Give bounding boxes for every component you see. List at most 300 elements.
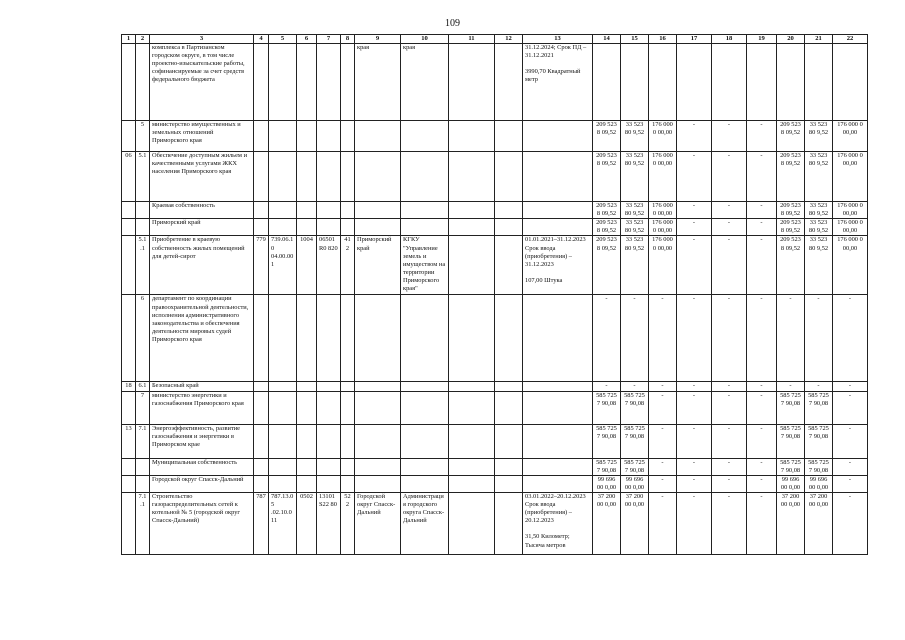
- table-cell: -: [747, 121, 777, 152]
- table-cell: [254, 295, 269, 382]
- column-header: 16: [649, 35, 677, 44]
- table-cell: [401, 382, 449, 391]
- table-cell: [136, 475, 150, 492]
- table-cell: -: [649, 295, 677, 382]
- table-cell: [495, 219, 523, 236]
- table-cell: КГКУ "Управление земель и имуществом на территории Приморского края": [401, 236, 449, 295]
- table-cell: [341, 121, 355, 152]
- table-cell: [833, 44, 868, 121]
- column-header: 12: [495, 35, 523, 44]
- table-cell: -: [712, 121, 747, 152]
- table-cell: -: [747, 458, 777, 475]
- table-cell: 7: [136, 391, 150, 424]
- table-cell: 585 725 7 90,08: [805, 458, 833, 475]
- table-cell: [401, 458, 449, 475]
- table-cell: 209 523 8 09,52: [777, 202, 805, 219]
- table-cell: [523, 382, 593, 391]
- table-cell: 5: [136, 121, 150, 152]
- table-cell: [449, 202, 495, 219]
- table-cell: -: [833, 391, 868, 424]
- table-cell: -: [833, 475, 868, 492]
- table-cell: [401, 391, 449, 424]
- table-cell: [317, 219, 341, 236]
- table-cell: [269, 152, 297, 202]
- table-cell: 787: [254, 492, 269, 554]
- column-header: 10: [401, 35, 449, 44]
- table-cell: -: [677, 391, 712, 424]
- table-cell: 585 725 7 90,08: [621, 391, 649, 424]
- table-cell: -: [747, 475, 777, 492]
- table-cell: [341, 295, 355, 382]
- table-cell: [523, 458, 593, 475]
- table-cell: 176 000 0 00,00: [833, 152, 868, 202]
- table-cell: -: [777, 382, 805, 391]
- table-cell: [355, 424, 401, 458]
- table-cell: -: [747, 236, 777, 295]
- table-cell: 6.1: [136, 382, 150, 391]
- table-cell: -: [593, 295, 621, 382]
- table-cell: -: [677, 152, 712, 202]
- table-cell: [297, 295, 317, 382]
- table-cell: Городской округ Спасск-Дальний: [150, 475, 254, 492]
- table-cell: 585 725 7 90,08: [777, 458, 805, 475]
- table-cell: [621, 44, 649, 121]
- table-cell: [355, 475, 401, 492]
- table-cell: -: [833, 424, 868, 458]
- table-row: [122, 492, 868, 554]
- table-cell: -: [777, 295, 805, 382]
- table-row: [122, 475, 868, 492]
- table-cell: [122, 219, 136, 236]
- table-cell: [341, 458, 355, 475]
- table-cell: [341, 219, 355, 236]
- table-cell: 209 523 8 09,52: [593, 121, 621, 152]
- table-cell: [297, 424, 317, 458]
- table-cell: [449, 295, 495, 382]
- table-cell: -: [833, 295, 868, 382]
- table-cell: [355, 152, 401, 202]
- table-cell: -: [677, 458, 712, 475]
- table-cell: [495, 152, 523, 202]
- table-cell: -: [712, 152, 747, 202]
- table-cell: [495, 202, 523, 219]
- table-cell: [495, 458, 523, 475]
- table-cell: 412: [341, 236, 355, 295]
- table-cell: министерство имущественных и земельных отношений Приморского края: [150, 121, 254, 152]
- table-cell: [355, 219, 401, 236]
- table-cell: [341, 475, 355, 492]
- table-cell: [593, 44, 621, 121]
- table-cell: -: [677, 219, 712, 236]
- table-cell: 37 200 00 0,00: [593, 492, 621, 554]
- table-cell: 33 523 80 9,52: [621, 202, 649, 219]
- table-cell: [297, 152, 317, 202]
- table-cell: [355, 391, 401, 424]
- table-cell: [341, 424, 355, 458]
- table-cell: 33 523 80 9,52: [621, 219, 649, 236]
- table-row: [122, 236, 868, 295]
- table-cell: [297, 391, 317, 424]
- table-cell: [341, 152, 355, 202]
- table-cell: 7.1: [136, 424, 150, 458]
- table-cell: 176 000 0 00,00: [649, 121, 677, 152]
- table-body: [122, 44, 868, 555]
- table-cell: 18: [122, 382, 136, 391]
- table-cell: [401, 219, 449, 236]
- table-cell: 13101S22 80: [317, 492, 341, 554]
- table-cell: комплекса в Партизанском городском округе, в том числе проектно-изыскательские работы, софинансируемые за счет средств федерального бюджета: [150, 44, 254, 121]
- table-cell: [269, 202, 297, 219]
- table-row: [122, 121, 868, 152]
- table-cell: [495, 121, 523, 152]
- table-cell: -: [747, 424, 777, 458]
- table-cell: [297, 458, 317, 475]
- table-cell: [254, 382, 269, 391]
- table-cell: 779: [254, 236, 269, 295]
- table-cell: 5.1: [136, 152, 150, 202]
- table-cell: -: [747, 492, 777, 554]
- table-cell: [254, 202, 269, 219]
- table-row: [122, 152, 868, 202]
- table-cell: -: [649, 391, 677, 424]
- table-cell: Краевая собственность: [150, 202, 254, 219]
- table-cell: -: [712, 382, 747, 391]
- table-cell: Строительство газораспределительных сетей к котельной № 5 (городской округ Спасск-Дальний): [150, 492, 254, 554]
- table-cell: [523, 295, 593, 382]
- table-cell: [355, 202, 401, 219]
- table-cell: 99 696 00 0,00: [593, 475, 621, 492]
- table-cell: департамент по координации правоохранительной деятельности, исполнения административного законодательства и обеспечения деятельности мировых судей Приморского края: [150, 295, 254, 382]
- table-cell: 585 725 7 90,08: [593, 391, 621, 424]
- table-cell: -: [747, 152, 777, 202]
- table-cell: 06501R0 820: [317, 236, 341, 295]
- column-header: 9: [355, 35, 401, 44]
- data-table: [121, 34, 868, 555]
- table-cell: 1004: [297, 236, 317, 295]
- table-cell: [297, 202, 317, 219]
- table-cell: [269, 44, 297, 121]
- table-cell: 13: [122, 424, 136, 458]
- table-cell: [401, 475, 449, 492]
- column-header: 15: [621, 35, 649, 44]
- table-cell: -: [805, 295, 833, 382]
- table-cell: [355, 382, 401, 391]
- table-cell: 209 523 8 09,52: [593, 152, 621, 202]
- table-cell: [254, 424, 269, 458]
- table-cell: [449, 236, 495, 295]
- table-cell: -: [649, 382, 677, 391]
- table-cell: -: [677, 236, 712, 295]
- table-row: [122, 44, 868, 121]
- table-cell: [777, 44, 805, 121]
- table-cell: 31.12.2024; Срок ПД – 31.12.2021 3990,70 Квадратный метр: [523, 44, 593, 121]
- table-cell: [495, 424, 523, 458]
- table-cell: [677, 44, 712, 121]
- column-header: 3: [150, 35, 254, 44]
- table-cell: -: [712, 219, 747, 236]
- table-cell: -: [747, 382, 777, 391]
- column-header: 17: [677, 35, 712, 44]
- table-row: [122, 202, 868, 219]
- table-cell: [269, 475, 297, 492]
- table-cell: [136, 202, 150, 219]
- page-number: 109: [445, 18, 460, 29]
- table-row: [122, 295, 868, 382]
- table-cell: [269, 295, 297, 382]
- table-cell: [523, 152, 593, 202]
- table-cell: -: [677, 382, 712, 391]
- table-cell: Администрация городского округа Спасск-Дальний: [401, 492, 449, 554]
- table-cell: 0502: [297, 492, 317, 554]
- table-cell: [449, 492, 495, 554]
- table-cell: -: [712, 424, 747, 458]
- column-header: 22: [833, 35, 868, 44]
- table-cell: Муниципальная собственность: [150, 458, 254, 475]
- table-cell: [122, 295, 136, 382]
- table-cell: [297, 219, 317, 236]
- table-cell: [341, 202, 355, 219]
- table-cell: [649, 44, 677, 121]
- column-header: 20: [777, 35, 805, 44]
- table-cell: [523, 424, 593, 458]
- table-cell: [523, 121, 593, 152]
- table-cell: [269, 458, 297, 475]
- table-cell: [297, 44, 317, 121]
- table-cell: -: [712, 295, 747, 382]
- table-cell: [317, 295, 341, 382]
- table-cell: [317, 121, 341, 152]
- column-header: 19: [747, 35, 777, 44]
- header-row: [122, 35, 868, 44]
- table-cell: [495, 236, 523, 295]
- table-cell: министерство энергетики и газоснабжения Приморского края: [150, 391, 254, 424]
- table-cell: 03.01.2022–20.12.2023 Срок ввода (приобретения) – 20.12.2023 31,50 Километр; Тысяча метров: [523, 492, 593, 554]
- column-header: 7: [317, 35, 341, 44]
- table-cell: [341, 391, 355, 424]
- column-header: 18: [712, 35, 747, 44]
- table-cell: 585 725 7 90,08: [805, 424, 833, 458]
- table-cell: 99 696 00 0,00: [777, 475, 805, 492]
- column-header: 14: [593, 35, 621, 44]
- table-cell: -: [747, 202, 777, 219]
- table-cell: [317, 382, 341, 391]
- table-cell: -: [747, 219, 777, 236]
- table-cell: [355, 458, 401, 475]
- table-cell: 176 000 0 00,00: [649, 236, 677, 295]
- table-cell: [122, 391, 136, 424]
- table-cell: 787.13.05 .02.10.011: [269, 492, 297, 554]
- table-cell: 33 523 80 9,52: [621, 121, 649, 152]
- table-cell: 99 696 00 0,00: [805, 475, 833, 492]
- table-cell: Безопасный край: [150, 382, 254, 391]
- table-cell: [136, 219, 150, 236]
- table-cell: [269, 424, 297, 458]
- table-cell: [254, 121, 269, 152]
- table-cell: Приморский край: [150, 219, 254, 236]
- table-cell: -: [833, 382, 868, 391]
- table-cell: [122, 236, 136, 295]
- table-cell: Обеспечение доступным жильем и качественными услугами ЖКХ населения Приморского края: [150, 152, 254, 202]
- table-cell: -: [649, 492, 677, 554]
- table-cell: 209 523 8 09,52: [777, 219, 805, 236]
- table-cell: -: [621, 295, 649, 382]
- table-cell: 209 523 8 09,52: [777, 121, 805, 152]
- table-cell: -: [677, 202, 712, 219]
- table-cell: 585 725 7 90,08: [593, 458, 621, 475]
- table-cell: [449, 458, 495, 475]
- column-header: 11: [449, 35, 495, 44]
- column-header: 13: [523, 35, 593, 44]
- table-cell: [523, 391, 593, 424]
- column-header: 8: [341, 35, 355, 44]
- table-cell: [355, 121, 401, 152]
- table-cell: [355, 295, 401, 382]
- table-cell: -: [833, 458, 868, 475]
- table-cell: [254, 391, 269, 424]
- table-cell: [401, 202, 449, 219]
- table-cell: [495, 44, 523, 121]
- table-cell: [449, 44, 495, 121]
- table-cell: 209 523 8 09,52: [593, 202, 621, 219]
- table-cell: Городской округ Спасск-Дальний: [355, 492, 401, 554]
- table-cell: [254, 475, 269, 492]
- table-cell: [449, 152, 495, 202]
- table-cell: 176 000 0 00,00: [649, 219, 677, 236]
- table-cell: [401, 424, 449, 458]
- table-cell: [805, 44, 833, 121]
- table-cell: [317, 44, 341, 121]
- table-cell: 33 523 80 9,52: [805, 202, 833, 219]
- table-cell: [401, 121, 449, 152]
- table-cell: [122, 44, 136, 121]
- table-cell: -: [677, 295, 712, 382]
- table-cell: 33 523 80 9,52: [805, 219, 833, 236]
- table-cell: [449, 391, 495, 424]
- table-cell: 209 523 8 09,52: [593, 236, 621, 295]
- table-cell: [341, 44, 355, 121]
- table-cell: 33 523 80 9,52: [621, 152, 649, 202]
- table-cell: -: [712, 236, 747, 295]
- table-row: [122, 391, 868, 424]
- table-cell: 176 000 0 00,00: [833, 121, 868, 152]
- table-cell: [269, 391, 297, 424]
- column-header: 5: [269, 35, 297, 44]
- table-cell: края: [355, 44, 401, 121]
- table-cell: [122, 121, 136, 152]
- table-cell: 585 725 7 90,08: [777, 424, 805, 458]
- table-cell: [523, 219, 593, 236]
- table-cell: -: [712, 492, 747, 554]
- table-cell: -: [677, 492, 712, 554]
- table-cell: -: [649, 424, 677, 458]
- table-cell: 209 523 8 09,52: [777, 236, 805, 295]
- table-cell: 176 000 0 00,00: [833, 219, 868, 236]
- table-cell: 37 200 00 0,00: [777, 492, 805, 554]
- table-cell: -: [712, 202, 747, 219]
- table-cell: 99 696 00 0,00: [621, 475, 649, 492]
- table-cell: -: [593, 382, 621, 391]
- table-cell: [297, 121, 317, 152]
- table-cell: -: [833, 492, 868, 554]
- table-cell: 585 725 7 90,08: [593, 424, 621, 458]
- table-cell: -: [805, 382, 833, 391]
- table-cell: -: [677, 424, 712, 458]
- table-cell: 33 523 80 9,52: [805, 236, 833, 295]
- table-cell: 522: [341, 492, 355, 554]
- column-header: 1: [122, 35, 136, 44]
- table-cell: [495, 492, 523, 554]
- column-header: 21: [805, 35, 833, 44]
- table-cell: -: [649, 475, 677, 492]
- table-cell: [495, 295, 523, 382]
- table-row: [122, 382, 868, 391]
- table-cell: [317, 391, 341, 424]
- table-cell: [495, 382, 523, 391]
- table-cell: [297, 475, 317, 492]
- table-cell: [269, 219, 297, 236]
- table-cell: [523, 202, 593, 219]
- table-cell: Энергоэффективность, развитие газоснабжения и энергетики в Приморском крае: [150, 424, 254, 458]
- table-cell: [317, 458, 341, 475]
- table-cell: -: [712, 458, 747, 475]
- table-cell: [122, 492, 136, 554]
- table-cell: [136, 458, 150, 475]
- table-cell: [317, 424, 341, 458]
- table-cell: [297, 382, 317, 391]
- table-cell: [317, 152, 341, 202]
- table-cell: [449, 424, 495, 458]
- table-cell: 5.1.1: [136, 236, 150, 295]
- table-cell: 209 523 8 09,52: [777, 152, 805, 202]
- column-header: 2: [136, 35, 150, 44]
- table-cell: 176 000 0 00,00: [833, 236, 868, 295]
- table-cell: -: [747, 295, 777, 382]
- table-cell: [449, 475, 495, 492]
- table-cell: [254, 219, 269, 236]
- table-cell: [449, 382, 495, 391]
- table-cell: -: [712, 391, 747, 424]
- table-cell: [269, 382, 297, 391]
- table-cell: 37 200 00 0,00: [621, 492, 649, 554]
- table-cell: [341, 382, 355, 391]
- table-cell: [712, 44, 747, 121]
- table-cell: 06: [122, 152, 136, 202]
- table-row: [122, 458, 868, 475]
- table-cell: [122, 458, 136, 475]
- table-cell: [449, 219, 495, 236]
- table-cell: [495, 391, 523, 424]
- table-cell: -: [649, 458, 677, 475]
- table-cell: [495, 475, 523, 492]
- table-cell: [269, 121, 297, 152]
- table-cell: 585 725 7 90,08: [621, 424, 649, 458]
- table-cell: -: [621, 382, 649, 391]
- table-cell: [136, 44, 150, 121]
- table-cell: 585 725 7 90,08: [805, 391, 833, 424]
- table-cell: -: [747, 391, 777, 424]
- table-cell: 33 523 80 9,52: [621, 236, 649, 295]
- table-cell: [254, 458, 269, 475]
- table-row: [122, 219, 868, 236]
- table-cell: -: [677, 121, 712, 152]
- table-cell: 01.01.2021–31.12.2023 Срок ввода (приобретения) – 31.12.2023 107,00 Штука: [523, 236, 593, 295]
- table-cell: 33 523 80 9,52: [805, 121, 833, 152]
- table-cell: 585 725 7 90,08: [621, 458, 649, 475]
- table-cell: 739.06.10 04.00.001: [269, 236, 297, 295]
- table-cell: Приморский край: [355, 236, 401, 295]
- table-cell: края: [401, 44, 449, 121]
- table-cell: 7.1.1: [136, 492, 150, 554]
